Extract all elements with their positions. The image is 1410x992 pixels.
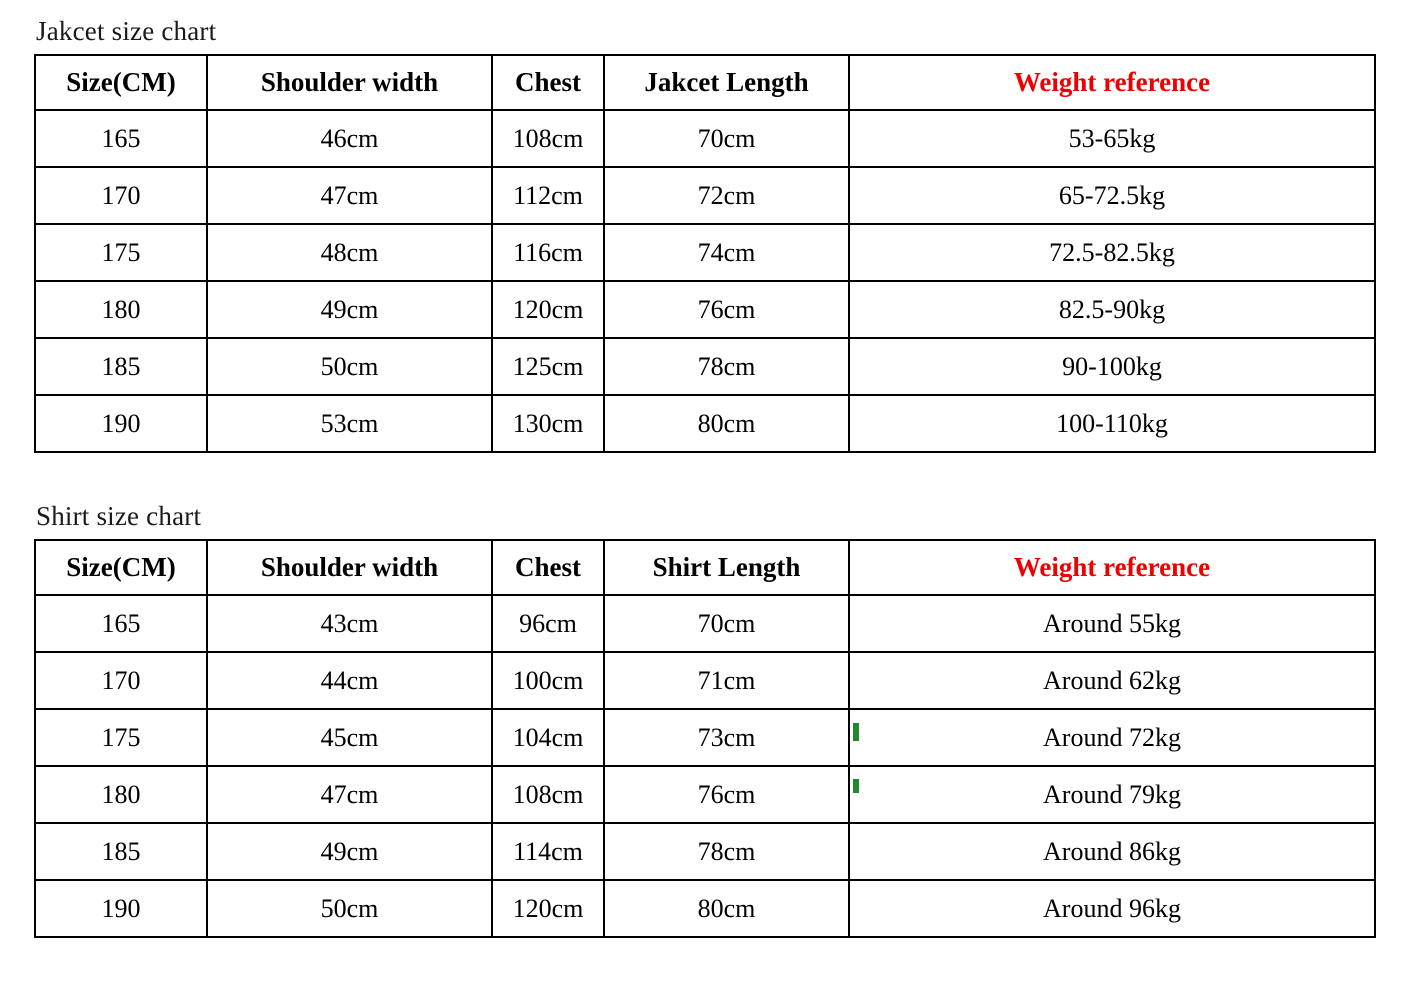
cell-weight: Around 72kg	[849, 709, 1375, 766]
table-header-row	[35, 55, 1375, 110]
cell-chest: 130cm	[492, 395, 604, 452]
shirt-size-table	[34, 539, 1376, 938]
header-chest: Chest	[492, 55, 604, 110]
cell-chest: 120cm	[492, 880, 604, 937]
cell-size: 170	[35, 652, 207, 709]
green-artifact-mark	[853, 779, 859, 793]
cell-length: 78cm	[604, 338, 849, 395]
section-spacer	[34, 453, 1376, 499]
cell-length: 76cm	[604, 281, 849, 338]
header-shoulder-width: Shoulder width	[207, 540, 492, 595]
table-row	[35, 395, 1375, 452]
cell-shoulder: 47cm	[207, 167, 492, 224]
cell-shoulder: 49cm	[207, 281, 492, 338]
cell-length: 72cm	[604, 167, 849, 224]
cell-shoulder: 53cm	[207, 395, 492, 452]
cell-size: 165	[35, 595, 207, 652]
table-row	[35, 281, 1375, 338]
cell-shoulder: 49cm	[207, 823, 492, 880]
cell-weight: 100-110kg	[849, 395, 1375, 452]
cell-size: 180	[35, 281, 207, 338]
cell-chest: 108cm	[492, 766, 604, 823]
cell-size: 165	[35, 110, 207, 167]
table-row	[35, 880, 1375, 937]
cell-weight: Around 79kg	[849, 766, 1375, 823]
table-row	[35, 167, 1375, 224]
cell-weight: 82.5-90kg	[849, 281, 1375, 338]
cell-length: 70cm	[604, 110, 849, 167]
cell-size: 190	[35, 395, 207, 452]
cell-chest: 108cm	[492, 110, 604, 167]
cell-length: 74cm	[604, 224, 849, 281]
header-shirt-length: Shirt Length	[604, 540, 849, 595]
cell-shoulder: 43cm	[207, 595, 492, 652]
cell-length: 80cm	[604, 880, 849, 937]
cell-weight: 53-65kg	[849, 110, 1375, 167]
cell-size: 175	[35, 224, 207, 281]
cell-chest: 112cm	[492, 167, 604, 224]
header-weight-reference: Weight reference	[849, 55, 1375, 110]
shirt-chart-title: Shirt size chart	[36, 501, 202, 531]
header-jacket-length: Jakcet Length	[604, 55, 849, 110]
cell-length: 78cm	[604, 823, 849, 880]
cell-length: 73cm	[604, 709, 849, 766]
table-row	[35, 823, 1375, 880]
cell-size: 175	[35, 709, 207, 766]
jacket-chart-title: Jakcet size chart	[36, 16, 217, 46]
cell-chest: 104cm	[492, 709, 604, 766]
cell-weight: 72.5-82.5kg	[849, 224, 1375, 281]
cell-size: 185	[35, 338, 207, 395]
cell-chest: 120cm	[492, 281, 604, 338]
cell-size: 180	[35, 766, 207, 823]
header-size: Size(CM)	[35, 55, 207, 110]
header-chest: Chest	[492, 540, 604, 595]
cell-length: 76cm	[604, 766, 849, 823]
cell-weight: Around 55kg	[849, 595, 1375, 652]
header-weight-reference: Weight reference	[849, 540, 1375, 595]
table-header-row	[35, 540, 1375, 595]
table-row	[35, 709, 1375, 766]
header-size: Size(CM)	[35, 540, 207, 595]
cell-weight: Around 96kg	[849, 880, 1375, 937]
table-row	[35, 338, 1375, 395]
header-shoulder-width: Shoulder width	[207, 55, 492, 110]
cell-shoulder: 50cm	[207, 880, 492, 937]
cell-chest: 116cm	[492, 224, 604, 281]
table-row	[35, 652, 1375, 709]
cell-shoulder: 47cm	[207, 766, 492, 823]
cell-shoulder: 50cm	[207, 338, 492, 395]
table-row	[35, 224, 1375, 281]
cell-weight: 65-72.5kg	[849, 167, 1375, 224]
cell-chest: 125cm	[492, 338, 604, 395]
jacket-size-table	[34, 54, 1376, 453]
cell-length: 71cm	[604, 652, 849, 709]
cell-shoulder: 45cm	[207, 709, 492, 766]
cell-shoulder: 48cm	[207, 224, 492, 281]
green-artifact-mark	[853, 723, 859, 741]
table-row	[35, 766, 1375, 823]
cell-shoulder: 46cm	[207, 110, 492, 167]
cell-size: 190	[35, 880, 207, 937]
cell-weight: Around 62kg	[849, 652, 1375, 709]
cell-size: 185	[35, 823, 207, 880]
cell-weight: Around 86kg	[849, 823, 1375, 880]
cell-shoulder: 44cm	[207, 652, 492, 709]
cell-chest: 114cm	[492, 823, 604, 880]
cell-weight: 90-100kg	[849, 338, 1375, 395]
cell-length: 80cm	[604, 395, 849, 452]
cell-length: 70cm	[604, 595, 849, 652]
cell-chest: 96cm	[492, 595, 604, 652]
cell-chest: 100cm	[492, 652, 604, 709]
cell-size: 170	[35, 167, 207, 224]
table-row	[35, 110, 1375, 167]
table-row	[35, 595, 1375, 652]
